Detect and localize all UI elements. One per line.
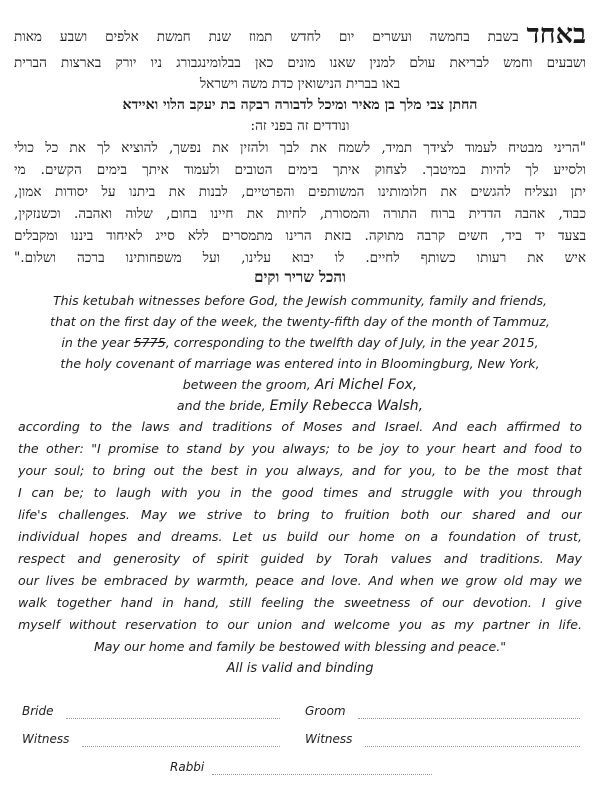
witness-1-signature-label: Witness [22, 732, 70, 746]
bride-signature-line[interactable] [66, 718, 280, 719]
witness-1-signature-line[interactable] [82, 746, 280, 747]
groom-signature-line[interactable] [358, 718, 580, 719]
english-body-line-4: I can be; to laugh with you in the good times and struggle with you through [18, 485, 582, 500]
english-body-line-1: according to the laws and traditions of Moses and Israel. And each affirmed to [18, 419, 582, 434]
english-line-3-post: , corresponding to the twelfth day of July, in the year 2015, [165, 335, 539, 350]
english-body-line-10: myself without reservation to our union and welcome you as my partner in life. [18, 617, 582, 632]
english-body-line-8: our lives be embraced by warmth, peace and love. And when we grow old may we [18, 573, 582, 588]
english-body-line-5: life's challenges. May we strive to bring to fruition both our shared and our [18, 507, 582, 522]
rabbi-signature-line[interactable] [212, 774, 432, 775]
hebrew-line-1-text: בשבת בחמשה ועשרים יום לחדש תמוז שנת חמשת אלפים ושבע מאות [14, 29, 519, 45]
hebrew-line-1 [14, 20, 586, 52]
english-body-line-2: the other: "I promise to stand by you always; to be joy to your heart and food to [18, 441, 582, 456]
hebrew-year-struck: 5775 [133, 335, 166, 350]
english-line-6 [18, 397, 582, 415]
witness-2-signature-line[interactable] [365, 746, 580, 747]
hebrew-line-3: באו בברית הנישואין כדת משה וישראל [199, 76, 401, 92]
bride-name: Emily Rebecca Walsh, [269, 398, 424, 414]
hebrew-names-line: החתן צבי מלך בן מאיר ומיכל לדבורה רבקה בת יעקב הלוי ואיידא [122, 97, 478, 113]
hebrew-line-5: ונודדים זה בפני זה: [250, 118, 350, 134]
hebrew-first-word: באחד [526, 20, 586, 50]
hebrew-line-8: יתן ונצליח להגשים את חלומותינו המשותפים והפרטיים, לבנות את ביתנו על יסודות אמון, [14, 184, 586, 200]
english-body-line-7: respect and generosity of spirit guided by Torah values and traditions. May [18, 551, 582, 566]
hebrew-line-9: כבוד, אהבה הדדית ברוח התורה והמסורת, לחיות את חיינו בחום, שלוה ואהבה. וכשנזקין, [14, 206, 586, 222]
english-line-1: This ketubah witnesses before God, the Jewish community, family and friends, [52, 293, 548, 308]
witness-2-signature-label: Witness [305, 732, 353, 746]
hebrew-line-11: איש את רעותו כשותף לחיים. לו יבוא עלינו, ועל משפחותינו ברכה ושלום." [14, 250, 586, 266]
english-line-3-pre: in the year [61, 335, 134, 350]
english-line-5-text: between the groom, [182, 377, 315, 392]
english-body-line-9: walk together hand in hand, still feeling the sweetness of our devotion. I give [18, 595, 582, 610]
english-binding-line: All is valid and binding [226, 661, 374, 676]
bride-signature-label: Bride [22, 704, 54, 718]
english-line-6-text: and the bride, [176, 398, 270, 413]
english-line-3 [18, 334, 582, 352]
hebrew-binding-line: והכל שריר וקים [254, 268, 346, 286]
english-body-line-6: individual hopes and dreams. Let us build our home on a foundation of trust, [18, 529, 582, 544]
hebrew-line-2: ושבעים וחמש לבריאת עולם למנין שאנו מונים כאן בבלומינגבורג ניו יורק בארצות הברית [14, 55, 586, 71]
groom-signature-label: Groom [305, 704, 346, 718]
hebrew-line-7: ולסייע לך להיות במיטבך. לצחוק איתך בימים הטובים ולעמוד איתך בימים הקשים. מי [14, 162, 586, 178]
english-closing-line: May our home and family be bestowed with blessing and peace." [93, 639, 507, 654]
english-body-line-3: your soul; to bring out the best in you always, and for you, to be the most that [18, 463, 582, 478]
english-line-5 [18, 376, 582, 394]
english-line-2: that on the first day of the week, the twenty-fifth day of the month of Tammuz, [50, 314, 550, 329]
groom-name: Ari Michel Fox, [314, 377, 418, 393]
hebrew-line-6: "הריני מבטיח לעמוד לצידך תמיד, לשמח את לבך ולהזין את נפשך, להוציא לך את כל כולי [14, 140, 586, 156]
rabbi-signature-label: Rabbi [170, 760, 205, 774]
english-line-4: the holy covenant of marriage was entered into in Bloomingburg, New York, [60, 356, 540, 371]
hebrew-line-10: בצעד יד ביד, חשים קרבה מתוקה. בזאת הרינו מתמסרים ללא סייג לאיחוד ביננו ומקבלים [14, 228, 586, 244]
